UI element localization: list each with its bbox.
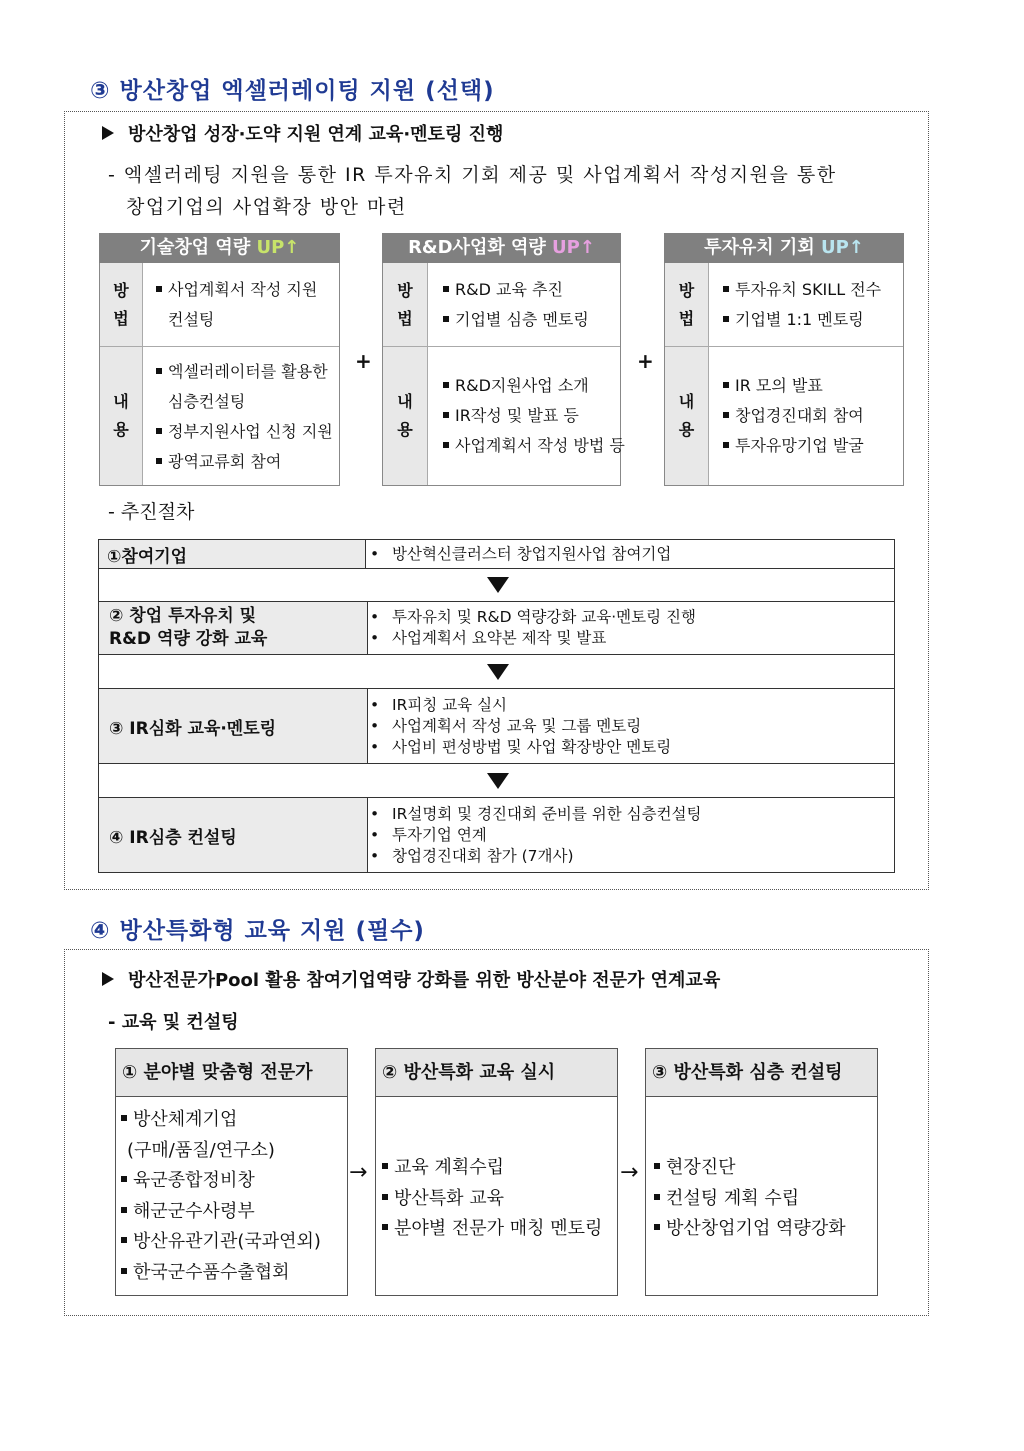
process-step-1 bbox=[98, 539, 895, 569]
step-items bbox=[358, 602, 894, 654]
item-text: 해군군수사령부 bbox=[133, 1200, 255, 1222]
list-item bbox=[654, 1153, 846, 1184]
procedure-label: - 추진절차 bbox=[108, 501, 195, 523]
square-bullet-icon bbox=[723, 286, 729, 292]
list-item bbox=[382, 1184, 602, 1215]
label-char: 용 bbox=[678, 420, 695, 439]
down-arrow-icon bbox=[487, 773, 509, 789]
square-bullet-icon bbox=[156, 368, 162, 374]
list-item: 심층컨설팅 bbox=[168, 392, 246, 411]
list-item bbox=[443, 401, 625, 431]
square-bullet-icon bbox=[121, 1176, 127, 1182]
plus-sign: + bbox=[637, 349, 654, 373]
process-step-2 bbox=[98, 601, 895, 655]
item-text: 기업별 심층 멘토링 bbox=[455, 310, 589, 329]
item-text: 방산특화 교육 bbox=[394, 1187, 505, 1209]
square-bullet-icon bbox=[156, 286, 162, 292]
step-name: ③ IR심화 교육·멘토링 bbox=[99, 689, 368, 763]
list-item bbox=[121, 1227, 321, 1258]
step-name bbox=[99, 602, 368, 654]
list-item bbox=[443, 431, 625, 461]
label-char: 방 bbox=[397, 280, 413, 300]
list-item bbox=[156, 275, 317, 305]
label-char: 방 bbox=[678, 280, 695, 300]
item-text: R&D 교육 추진 bbox=[455, 280, 563, 299]
box3-content-label bbox=[665, 347, 709, 485]
item-text: 투자유망기업 발굴 bbox=[735, 436, 864, 455]
square-bullet-icon bbox=[382, 1224, 388, 1230]
label-char: 법 bbox=[678, 308, 695, 328]
label-char: 내 bbox=[113, 392, 129, 411]
square-bullet-icon bbox=[156, 458, 162, 464]
square-bullet-icon bbox=[654, 1194, 660, 1200]
list-item bbox=[723, 275, 881, 305]
label-char: 법 bbox=[113, 308, 129, 328]
square-bullet-icon bbox=[654, 1224, 660, 1230]
list-item: (구매/품질/연구소) bbox=[127, 1139, 275, 1161]
item-text: 한국군수품수출협회 bbox=[133, 1261, 290, 1283]
section4-sub-label: - 교육 및 컨설팅 bbox=[108, 1012, 239, 1033]
box3-body bbox=[664, 263, 904, 486]
square-bullet-icon bbox=[723, 382, 729, 388]
box3-content-items bbox=[723, 371, 864, 461]
box1-body bbox=[99, 263, 340, 486]
item-text: 방산유관기관(국과연외) bbox=[133, 1231, 321, 1252]
section4-headline bbox=[102, 966, 720, 992]
education-box bbox=[375, 1048, 618, 1296]
section3-headline-text: 방산창업 성장·도약 지원 연계 교육·멘토링 진행 bbox=[128, 124, 504, 145]
square-bullet-icon bbox=[443, 412, 449, 418]
square-bullet-icon bbox=[723, 412, 729, 418]
step-items bbox=[358, 540, 894, 568]
list-item bbox=[121, 1166, 321, 1197]
item-text: IR 모의 발표 bbox=[735, 376, 823, 395]
right-arrow-icon: → bbox=[620, 1160, 639, 1185]
list-item bbox=[121, 1197, 321, 1228]
square-bullet-icon bbox=[121, 1115, 127, 1121]
process-step-4 bbox=[98, 797, 895, 873]
expert-box bbox=[115, 1048, 348, 1296]
label-char: 방 bbox=[113, 280, 129, 300]
box2-method-label bbox=[383, 263, 428, 346]
box3-header bbox=[664, 233, 904, 263]
box2-title: R&D사업화 역량 bbox=[408, 237, 553, 258]
consulting-box-title: ③ 방산특화 심층 컨설팅 bbox=[646, 1049, 877, 1097]
label-char: 용 bbox=[113, 420, 129, 439]
step-items bbox=[358, 798, 894, 872]
education-box-title: ② 방산특화 교육 실시 bbox=[376, 1049, 617, 1097]
list-item bbox=[723, 431, 864, 461]
box3-method-items bbox=[723, 275, 881, 335]
list-item: • 투자유치 및 R&D 역량강화 교육·멘토링 진행 bbox=[370, 607, 894, 628]
square-bullet-icon bbox=[382, 1163, 388, 1169]
list-item: • 창업경진대회 참가 (7개사) bbox=[370, 846, 894, 867]
label-char: 내 bbox=[397, 392, 413, 411]
list-item: • 방산혁신클러스터 창업지원사업 참여기업 bbox=[370, 544, 894, 565]
list-item bbox=[121, 1258, 321, 1289]
section3-headline bbox=[102, 120, 503, 146]
square-bullet-icon bbox=[121, 1268, 127, 1274]
square-bullet-icon bbox=[723, 316, 729, 322]
triangle-bullet-icon bbox=[102, 126, 114, 140]
step-name: ④ IR심층 컨설팅 bbox=[99, 798, 368, 872]
list-item: • 투자기업 연계 bbox=[370, 825, 894, 846]
section4-headline-text: 방산전문가Pool 활용 참여기업역량 강화를 위한 방산분야 전문가 연계교육 bbox=[128, 970, 721, 991]
list-item: • 사업비 편성방법 및 사업 확장방안 멘토링 bbox=[370, 737, 894, 758]
item-text: 육군종합정비창 bbox=[133, 1170, 255, 1191]
item-text: 현장진단 bbox=[666, 1157, 736, 1178]
box2-content-label bbox=[383, 347, 428, 485]
list-item bbox=[723, 371, 864, 401]
box1-header bbox=[99, 233, 340, 263]
box1-method-items bbox=[156, 275, 317, 335]
item-text: 분야별 전문가 매칭 멘토링 bbox=[394, 1218, 603, 1239]
square-bullet-icon bbox=[121, 1237, 127, 1243]
consulting-box-items bbox=[654, 1153, 846, 1245]
square-bullet-icon bbox=[121, 1207, 127, 1213]
label-char: 용 bbox=[397, 420, 413, 439]
square-bullet-icon bbox=[723, 442, 729, 448]
triangle-bullet-icon bbox=[102, 972, 114, 986]
step-name: ①참여기업 bbox=[99, 540, 366, 568]
square-bullet-icon bbox=[443, 442, 449, 448]
item-text: 기업별 1:1 멘토링 bbox=[735, 310, 864, 329]
list-item bbox=[382, 1153, 602, 1184]
list-item: • IR설명회 및 경진대회 준비를 위한 심층컨설팅 bbox=[370, 804, 894, 825]
item-text: 창업경진대회 참여 bbox=[735, 406, 864, 425]
list-item bbox=[121, 1105, 321, 1136]
section4-title: ④ 방산특화형 교육 지원 (필수) bbox=[90, 918, 425, 944]
box1-content-items bbox=[156, 357, 333, 477]
down-arrow-icon bbox=[487, 577, 509, 593]
box3-up-badge: UP↑ bbox=[820, 237, 864, 258]
section3-desc-line2: 창업기업의 사업확장 방안 마련 bbox=[126, 196, 407, 218]
process-step-3 bbox=[98, 688, 895, 764]
item-text: 엑셀러레이터를 활용한 bbox=[168, 362, 328, 381]
list-item: • 사업계획서 요약본 제작 및 발표 bbox=[370, 628, 894, 649]
list-item bbox=[443, 275, 589, 305]
list-item bbox=[723, 305, 881, 335]
item-text: 컨설팅 계획 수립 bbox=[666, 1187, 800, 1209]
list-item bbox=[723, 401, 864, 431]
box3-title: 투자유치 기회 bbox=[704, 237, 821, 258]
list-item bbox=[156, 417, 333, 447]
square-bullet-icon bbox=[382, 1194, 388, 1200]
step-name-text: ② 창업 투자유치 및 R&D 역량 강화 교육 bbox=[109, 606, 268, 649]
list-item bbox=[654, 1184, 846, 1215]
down-arrow-icon bbox=[487, 664, 509, 680]
square-bullet-icon bbox=[156, 428, 162, 434]
list-item bbox=[443, 305, 589, 335]
list-item bbox=[443, 371, 625, 401]
item-text: 정부지원사업 신청 지원 bbox=[168, 422, 333, 441]
label-char: 내 bbox=[678, 392, 695, 411]
box1-up-badge: UP↑ bbox=[256, 237, 300, 258]
square-bullet-icon bbox=[443, 316, 449, 322]
box2-up-badge: UP↑ bbox=[552, 237, 595, 258]
box2-body bbox=[382, 263, 625, 486]
right-arrow-icon: → bbox=[349, 1160, 368, 1185]
plus-sign: + bbox=[355, 349, 372, 373]
education-box-items bbox=[382, 1153, 602, 1245]
section3-title: ③ 방산창업 엑셀러레이팅 지원 (선택) bbox=[90, 78, 495, 104]
label-char: 법 bbox=[397, 308, 413, 328]
box2-method-items bbox=[443, 275, 589, 335]
item-text: 광역교류회 참여 bbox=[168, 452, 282, 471]
box1-title: 기술창업 역량 bbox=[139, 237, 257, 258]
expert-box-title: ① 분야별 맞춤형 전문가 bbox=[116, 1049, 347, 1097]
item-text: 방산체계기업 bbox=[133, 1109, 238, 1130]
section3-desc-line1: - 엑셀러레팅 지원을 통한 IR 투자유치 기회 제공 및 사업계획서 작성지원을 통한 bbox=[108, 164, 837, 186]
list-item: 컨설팅 bbox=[168, 310, 215, 329]
consulting-box bbox=[645, 1048, 878, 1296]
list-item bbox=[156, 447, 333, 477]
expert-box-items bbox=[121, 1105, 321, 1288]
item-text: 교육 계획수립 bbox=[394, 1157, 505, 1178]
list-item: • IR피칭 교육 실시 bbox=[370, 695, 894, 716]
box3-method-label bbox=[665, 263, 709, 346]
item-text: 사업계획서 작성 방법 등 bbox=[455, 436, 625, 455]
item-text: 방산창업기업 역량강화 bbox=[666, 1218, 846, 1239]
square-bullet-icon bbox=[443, 382, 449, 388]
box1-method-label bbox=[100, 263, 143, 346]
list-item bbox=[654, 1214, 846, 1245]
square-bullet-icon bbox=[654, 1163, 660, 1169]
square-bullet-icon bbox=[443, 286, 449, 292]
box2-content-items bbox=[443, 371, 625, 461]
item-text: IR작성 및 발표 등 bbox=[455, 406, 579, 425]
box2-header bbox=[382, 233, 621, 263]
list-item: • 사업계획서 작성 교육 및 그룹 멘토링 bbox=[370, 716, 894, 737]
list-item bbox=[156, 357, 333, 387]
item-text: R&D지원사업 소개 bbox=[455, 376, 589, 395]
list-item bbox=[382, 1214, 602, 1245]
item-text: 투자유치 SKILL 전수 bbox=[735, 280, 882, 299]
box1-content-label bbox=[100, 347, 143, 485]
step-items bbox=[358, 689, 894, 763]
item-text: 사업계획서 작성 지원 bbox=[168, 280, 318, 299]
